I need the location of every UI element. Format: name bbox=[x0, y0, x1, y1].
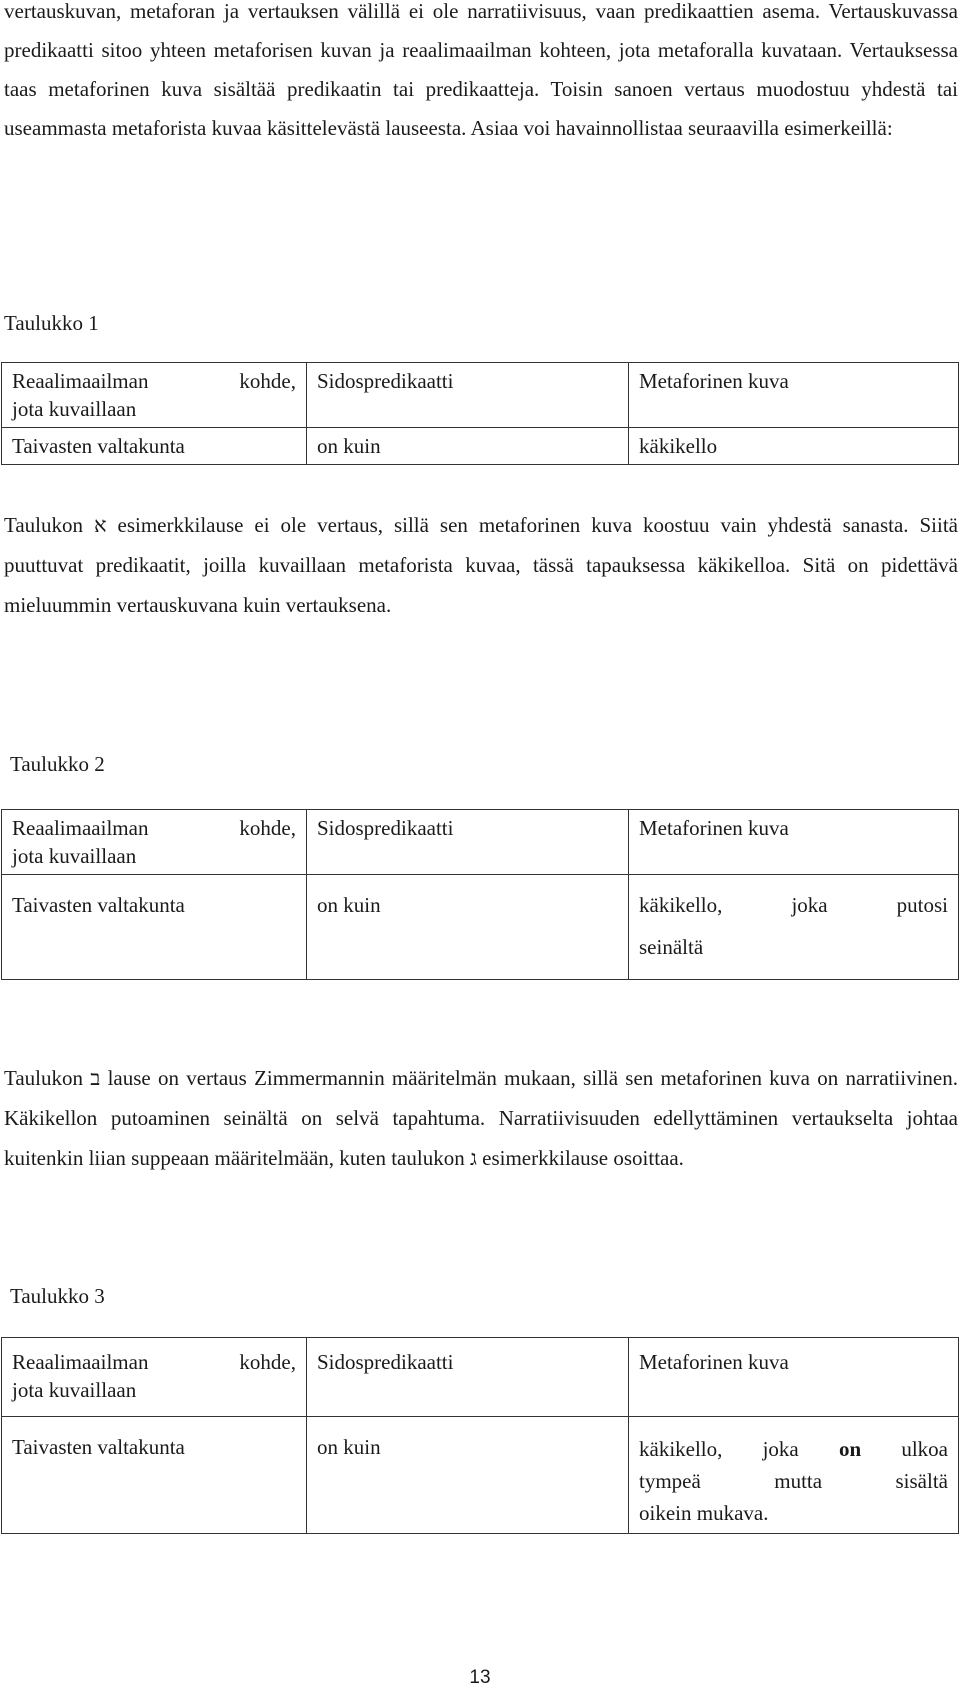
table1-header-target bbox=[2, 363, 307, 428]
table3-header-target bbox=[2, 1338, 307, 1417]
table3-image-l2-word1: tympeä bbox=[639, 1469, 701, 1493]
table3-image-l1-word4: ulkoa bbox=[901, 1437, 948, 1461]
table3-cell-image bbox=[629, 1417, 959, 1534]
table1-cell-predicate: on kuin bbox=[307, 428, 629, 465]
table1-cell-image: käkikello bbox=[629, 428, 959, 465]
table3-header-image: Metaforinen kuva bbox=[629, 1338, 959, 1417]
table2-caption: Taulukko 2 bbox=[10, 752, 105, 776]
table2-header-image: Metaforinen kuva bbox=[629, 810, 959, 875]
table1-data-row bbox=[2, 428, 959, 465]
table3-header-word2: kohde, bbox=[239, 1350, 296, 1374]
table3-caption: Taulukko 3 bbox=[10, 1284, 105, 1308]
table3-header-line2: jota kuvaillaan bbox=[12, 1378, 137, 1402]
table2-header-word1: Reaalimaailman bbox=[12, 816, 149, 840]
table-2 bbox=[1, 809, 959, 980]
table3-image-l1-word1: käkikello, bbox=[639, 1437, 723, 1461]
page-number: 13 bbox=[469, 1667, 491, 1688]
table1-header-row bbox=[2, 363, 959, 428]
table3-header-word1: Reaalimaailman bbox=[12, 1350, 149, 1374]
table2-image-word3: putosi bbox=[896, 893, 948, 917]
table-1 bbox=[1, 362, 959, 465]
table2-image-word2: joka bbox=[791, 893, 828, 917]
table2-image-word1: käkikello, bbox=[639, 893, 723, 917]
table2-header-predicate: Sidospredikaatti bbox=[307, 810, 629, 875]
table2-cell-image bbox=[629, 875, 959, 980]
table-3 bbox=[1, 1337, 959, 1534]
table1-cell-target: Taivasten valtakunta bbox=[2, 428, 307, 465]
table2-header-target bbox=[2, 810, 307, 875]
paragraph-table1-discussion: Taulukon א esimerkkilause ei ole vertaus, sillä sen metaforinen kuva koostuu vain yhdestä sanasta. Siitä puuttuvat predikaatit, joilla kuvaillaan metaforista kuvaa, tässä tapauksessa käkikelloa. Sitä on pidettävä mieluummin vertauskuvana kuin vertauksena. bbox=[4, 513, 958, 617]
table3-cell-target: Taivasten valtakunta bbox=[2, 1417, 307, 1534]
table1-caption: Taulukko 1 bbox=[4, 311, 99, 335]
table3-image-l2-word3: sisältä bbox=[895, 1469, 948, 1493]
table3-image-l3: oikein mukava. bbox=[639, 1501, 769, 1525]
table3-cell-predicate: on kuin bbox=[307, 1417, 629, 1534]
table2-header-word2: kohde, bbox=[239, 816, 296, 840]
table3-image-l2-word2: mutta bbox=[774, 1469, 823, 1493]
table3-header-predicate: Sidospredikaatti bbox=[307, 1338, 629, 1417]
table2-cell-predicate: on kuin bbox=[307, 875, 629, 980]
table1-header-word2: kohde, bbox=[239, 369, 296, 393]
table2-cell-target: Taivasten valtakunta bbox=[2, 875, 307, 980]
table2-image-line2: seinältä bbox=[639, 935, 704, 959]
table1-header-image: Metaforinen kuva bbox=[629, 363, 959, 428]
table1-header-word1: Reaalimaailman bbox=[12, 369, 149, 393]
table3-image-l1-emphasis: on bbox=[838, 1437, 862, 1461]
table3-image-l1-word2: joka bbox=[762, 1437, 799, 1461]
table3-data-row bbox=[2, 1417, 959, 1534]
table1-header-predicate: Sidospredikaatti bbox=[307, 363, 629, 428]
table3-header-row bbox=[2, 1338, 959, 1417]
paragraph-intro: vertauskuvan, metaforan ja vertauksen välillä ei ole narratiivisuus, vaan predikaattien asema. Vertauskuvassa predikaatti sitoo yhteen metaforisen kuvan ja reaalimaailman kohteen, jota metaforalla kuvataan. Vertauksessa taas metaforinen kuva sisältää predikaatin tai predikaatteja. Toisin sanoen vertaus muodostuu yhdestä tai useammasta metaforista kuvaa käsittelevästä lauseesta. Asiaa voi havainnollistaa seuraavilla esimerkeillä: bbox=[4, 0, 958, 140]
paragraph-table2-discussion: Taulukon ב lause on vertaus Zimmermannin määritelmän mukaan, sillä sen metaforinen kuva on narratiivinen. Käkikellon putoaminen seinältä on selvä tapahtuma. Narratiivisuuden edellyttäminen vertaukselta johtaa kuitenkin liian suppeaan määritelmään, kuten taulukon ג esimerkkilause osoittaa. bbox=[4, 1066, 958, 1170]
table2-data-row bbox=[2, 875, 959, 980]
table2-header-row bbox=[2, 810, 959, 875]
table2-header-line2: jota kuvaillaan bbox=[12, 844, 137, 868]
table1-header-line2: jota kuvaillaan bbox=[12, 397, 137, 421]
